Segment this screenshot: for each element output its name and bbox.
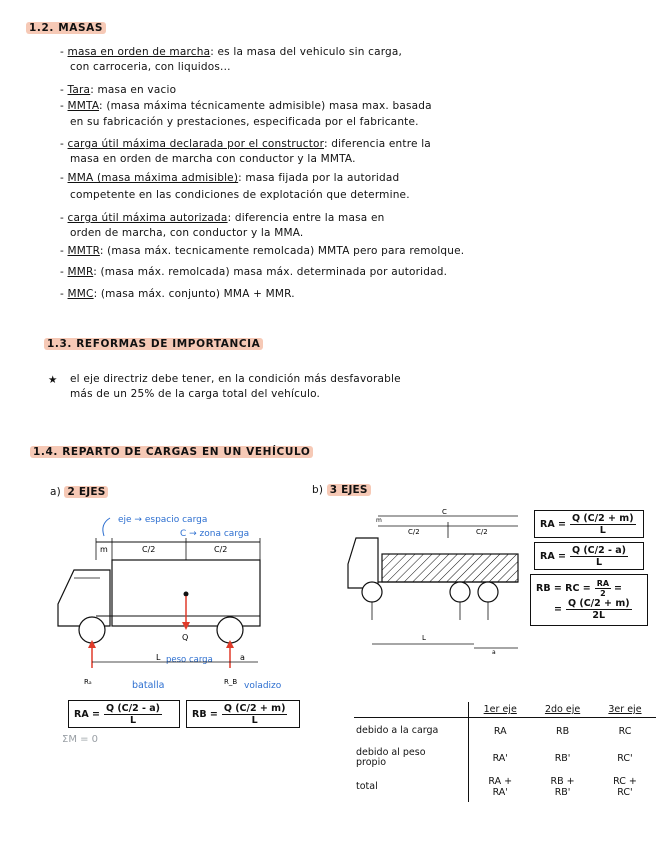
dim-c2-right: C/2 <box>476 528 488 536</box>
sum-moments: ΣM = 0 <box>62 734 99 745</box>
note-c: C → zona carga <box>180 529 250 539</box>
loads-table <box>354 702 656 802</box>
table-cell: RC <box>594 718 656 745</box>
dim-c2-left: C/2 <box>408 528 420 536</box>
note-eje: eje → espacio carga <box>118 515 208 525</box>
list-item: - carga útil máxima autorizada: diferencia entre la masa en <box>60 212 385 224</box>
label-q: Q <box>182 633 189 642</box>
subsection-b: b) 3 EJES <box>312 484 371 496</box>
label-rb: R_B <box>224 678 238 686</box>
header-eje-1: 1er eje <box>469 702 531 718</box>
table-cell: RA + RA' <box>469 772 531 802</box>
batalla: batalla <box>132 680 165 691</box>
list-item-cont: competente en las condiciones de explotación que determine. <box>70 189 410 201</box>
subsection-a: a) 2 EJES <box>50 486 108 498</box>
truck-2-axles-diagram <box>40 508 310 698</box>
header-eje-2: 2do eje <box>544 704 581 715</box>
dim-m: m <box>376 517 382 524</box>
table-cell: RA <box>469 718 531 745</box>
list-item: - MMC: (masa máx. conjunto) MMA + MMR. <box>60 288 295 300</box>
list-item: - MMTA: (masa máxima técnicamente admisible) masa max. basada <box>60 100 432 112</box>
table-cell: RB + RB' <box>550 776 575 798</box>
formula-b-1: RA = $\frac{Q (C/2 + m)}{L}$ <box>534 510 644 538</box>
reformas-text-cont: más de un 25% de la carga total del vehículo. <box>70 388 321 400</box>
bullet-star-icon: ★ <box>48 374 58 386</box>
list-item-cont: en su fabricación y prestaciones, especificada por el fabricante. <box>70 116 419 128</box>
table-cell: RA' <box>469 744 531 772</box>
table-cell: RB' <box>554 752 571 764</box>
label-ra: Rₐ <box>84 678 92 686</box>
formula-b-2: RA = $\frac{Q (C/2 - a)}{L}$ <box>534 542 644 570</box>
section-title-reformas: 1.3. REFORMAS DE IMPORTANCIA <box>44 338 263 350</box>
row-label: total <box>356 781 378 792</box>
list-item: - MMR: (masa máx. remolcada) masa máx. determinada por autoridad. <box>60 266 448 278</box>
row-label: debido al peso propio <box>356 747 426 768</box>
list-item: - MMTR: (masa máx. tecnicamente remolcada) MMTA pero para remolque. <box>60 245 465 257</box>
dim-l: L <box>156 653 161 662</box>
dim-m: m <box>100 545 108 554</box>
table-cell: RB <box>531 718 594 745</box>
formula-ra: RA = $\frac{Q (C/2 - a)}{L}$ <box>68 700 180 728</box>
table-cell: RC + RC' <box>613 776 637 798</box>
list-item-cont: con carroceria, con liquidos... <box>70 61 231 73</box>
voladizo: voladizo <box>244 681 282 691</box>
row-label: debido a la carga <box>354 718 469 745</box>
section-title-masas: 1.2. MASAS <box>26 22 106 34</box>
dim-c: C <box>442 508 447 516</box>
formula-b-3: RB = RC = $\frac{RA}{2}$ = = $\frac{Q (C/2 + m)}{2L}$ <box>530 574 648 626</box>
dim-c2-right: C/2 <box>214 545 228 554</box>
peso-carga: peso carga <box>166 655 213 665</box>
dim-l: L <box>422 634 426 642</box>
reformas-text: el eje directriz debe tener, en la condición más desfavorable <box>70 373 401 385</box>
section-title-reparto: 1.4. REPARTO DE CARGAS EN UN VEHÍCULO <box>30 446 313 458</box>
dim-a: a <box>492 649 496 656</box>
list-item-cont: masa en orden de marcha con conductor y la MMTA. <box>70 153 356 165</box>
list-item: - Tara: masa en vacio <box>60 84 177 96</box>
header-eje-3: 3er eje <box>608 704 642 715</box>
dim-c2-left: C/2 <box>142 545 156 554</box>
list-item: - masa en orden de marcha: es la masa del vehiculo sin carga, <box>60 46 403 58</box>
list-item-cont: orden de marcha, con conductor y la MMA. <box>70 227 304 239</box>
list-item: - carga útil máxima declarada por el constructor: diferencia entre la <box>60 138 431 150</box>
formula-rb: RB = $\frac{Q (C/2 + m)}{L}$ <box>186 700 300 728</box>
dim-a: a <box>240 653 245 662</box>
table-cell: RC' <box>617 752 633 764</box>
truck-3-axles-diagram <box>342 508 528 658</box>
list-item: - MMA (masa máxima admisible): masa fijada por la autoridad <box>60 172 400 184</box>
